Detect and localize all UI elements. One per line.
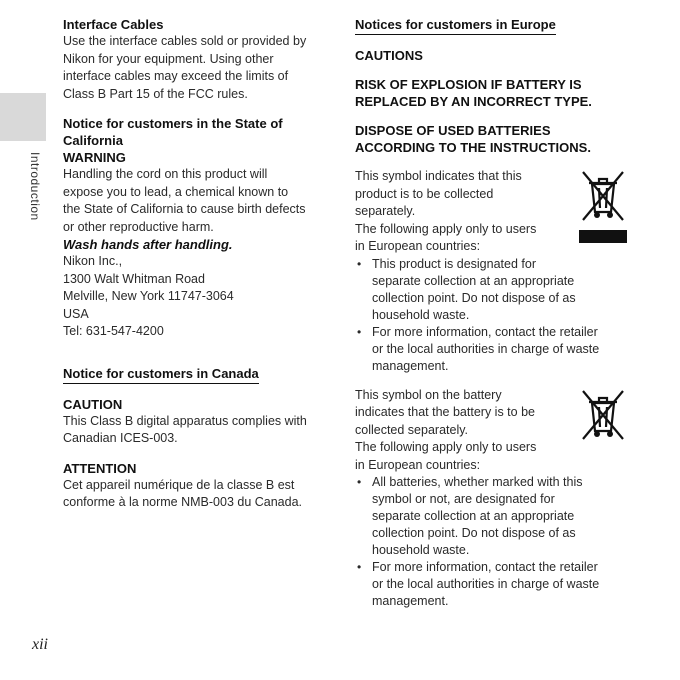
text-line: expose you to lead, a chemical known to bbox=[63, 184, 289, 199]
text-line: or other reproductive harm. bbox=[63, 219, 214, 234]
warning-line: DISPOSE OF USED BATTERIES bbox=[355, 123, 551, 138]
bullet-line: For more information, contact the retailer bbox=[372, 560, 598, 574]
list-item bbox=[355, 559, 635, 610]
warning-line: RISK OF EXPLOSION IF BATTERY IS bbox=[355, 77, 582, 92]
bullet-dot: • bbox=[357, 256, 362, 271]
text-line: collected separately. bbox=[355, 422, 469, 437]
product-symbol-notice bbox=[355, 168, 635, 375]
right-column bbox=[355, 16, 635, 610]
bullet-dot: • bbox=[357, 324, 362, 339]
bullet-line: separate collection at an appropriate bbox=[372, 509, 575, 523]
text-line: This symbol on the battery bbox=[355, 387, 502, 402]
text-line: in European countries: bbox=[355, 457, 481, 472]
cautions-label: CAUTIONS bbox=[355, 48, 423, 63]
text-line: This Class B digital apparatus complies with bbox=[63, 413, 307, 428]
attention-label: ATTENTION bbox=[63, 460, 137, 476]
bullet-line: management. bbox=[372, 358, 449, 373]
product-bullet-list bbox=[355, 256, 635, 375]
product-bin-symbol bbox=[579, 168, 629, 243]
europe-heading: Notices for customers in Europe bbox=[355, 16, 556, 35]
text-line: conforme à la norme NMB-003 du Canada. bbox=[63, 495, 303, 509]
text-line: product is to be collected bbox=[355, 186, 494, 201]
crossed-out-wheelie-bin-icon bbox=[579, 168, 627, 224]
california-text bbox=[63, 166, 333, 236]
canada-caution-text bbox=[63, 413, 333, 448]
section-tab-label: Introduction bbox=[28, 152, 42, 221]
address-line: USA bbox=[63, 306, 89, 321]
bullet-line: household waste. bbox=[372, 543, 470, 557]
bullet-line: This product is designated for bbox=[372, 256, 536, 271]
bullet-line: or the local authorities in charge of waste bbox=[372, 341, 600, 356]
page-number: xii bbox=[32, 636, 48, 653]
dispose-warning bbox=[355, 122, 635, 156]
wash-hands-notice: Wash hands after handling. bbox=[63, 237, 233, 252]
bullet-dot: • bbox=[357, 475, 362, 489]
text-line: Handling the cord on this product will bbox=[63, 167, 268, 181]
list-item bbox=[355, 256, 635, 324]
text-line: Canadian ICES-003. bbox=[63, 431, 178, 445]
text-line: the State of California to cause birth defects bbox=[63, 202, 306, 216]
text-line: Nikon for your equipment. Using other bbox=[63, 51, 274, 66]
interface-cables-heading: Interface Cables bbox=[63, 17, 164, 32]
text-line: separately. bbox=[355, 204, 416, 218]
list-item bbox=[355, 324, 635, 375]
bullet-dot: • bbox=[357, 560, 362, 574]
canada-attention-text bbox=[63, 477, 333, 512]
risk-warning bbox=[355, 76, 635, 110]
text-line: Cet appareil numérique de la classe B est bbox=[63, 477, 295, 492]
left-column bbox=[63, 16, 333, 512]
address-line: Tel: 631-547-4200 bbox=[63, 324, 164, 338]
address-line: Melville, New York 11747-3064 bbox=[63, 289, 234, 303]
list-item bbox=[355, 474, 635, 559]
bullet-line: or the local authorities in charge of waste bbox=[372, 577, 600, 591]
section-tab bbox=[0, 93, 46, 141]
text-line: The following apply only to users bbox=[355, 440, 537, 454]
crossed-out-wheelie-bin-icon bbox=[579, 387, 627, 443]
warning-label: WARNING bbox=[63, 150, 126, 165]
warning-line: ACCORDING TO THE INSTRUCTIONS. bbox=[355, 140, 591, 155]
text-line: The following apply only to users bbox=[355, 221, 537, 236]
heading-line: Notice for customers in the State of bbox=[63, 116, 283, 131]
bullet-line: All batteries, whether marked with this bbox=[372, 475, 583, 489]
battery-bullet-list bbox=[355, 474, 635, 610]
caution-label: CAUTION bbox=[63, 396, 123, 412]
battery-symbol-notice bbox=[355, 387, 635, 611]
address-line: Nikon Inc., bbox=[63, 254, 123, 268]
address-line: 1300 Walt Whitman Road bbox=[63, 271, 205, 286]
bullet-line: separate collection at an appropriate bbox=[372, 273, 575, 288]
battery-bin-symbol bbox=[579, 387, 629, 443]
warning-line: REPLACED BY AN INCORRECT TYPE. bbox=[355, 94, 592, 109]
heading-line: California bbox=[63, 133, 123, 148]
bullet-line: management. bbox=[372, 594, 449, 608]
text-line: This symbol indicates that this bbox=[355, 169, 522, 183]
california-heading bbox=[63, 115, 333, 149]
interface-cables-text bbox=[63, 33, 333, 103]
bullet-line: household waste. bbox=[372, 307, 470, 322]
text-line: in European countries: bbox=[355, 239, 481, 253]
bullet-line: collection point. Do not dispose of as bbox=[372, 290, 576, 305]
bullet-line: For more information, contact the retailer bbox=[372, 324, 598, 339]
canada-heading: Notice for customers in Canada bbox=[63, 365, 259, 384]
bullet-line: symbol or not, are designated for bbox=[372, 492, 555, 506]
bin-underline-bar bbox=[579, 230, 627, 243]
text-line: Class B Part 15 of the FCC rules. bbox=[63, 86, 248, 101]
text-line: interface cables may exceed the limits of bbox=[63, 69, 289, 83]
nikon-address bbox=[63, 253, 333, 341]
text-line: Use the interface cables sold or provided by bbox=[63, 34, 307, 48]
bullet-line: collection point. Do not dispose of as bbox=[372, 526, 576, 540]
text-line: indicates that the battery is to be bbox=[355, 405, 535, 419]
